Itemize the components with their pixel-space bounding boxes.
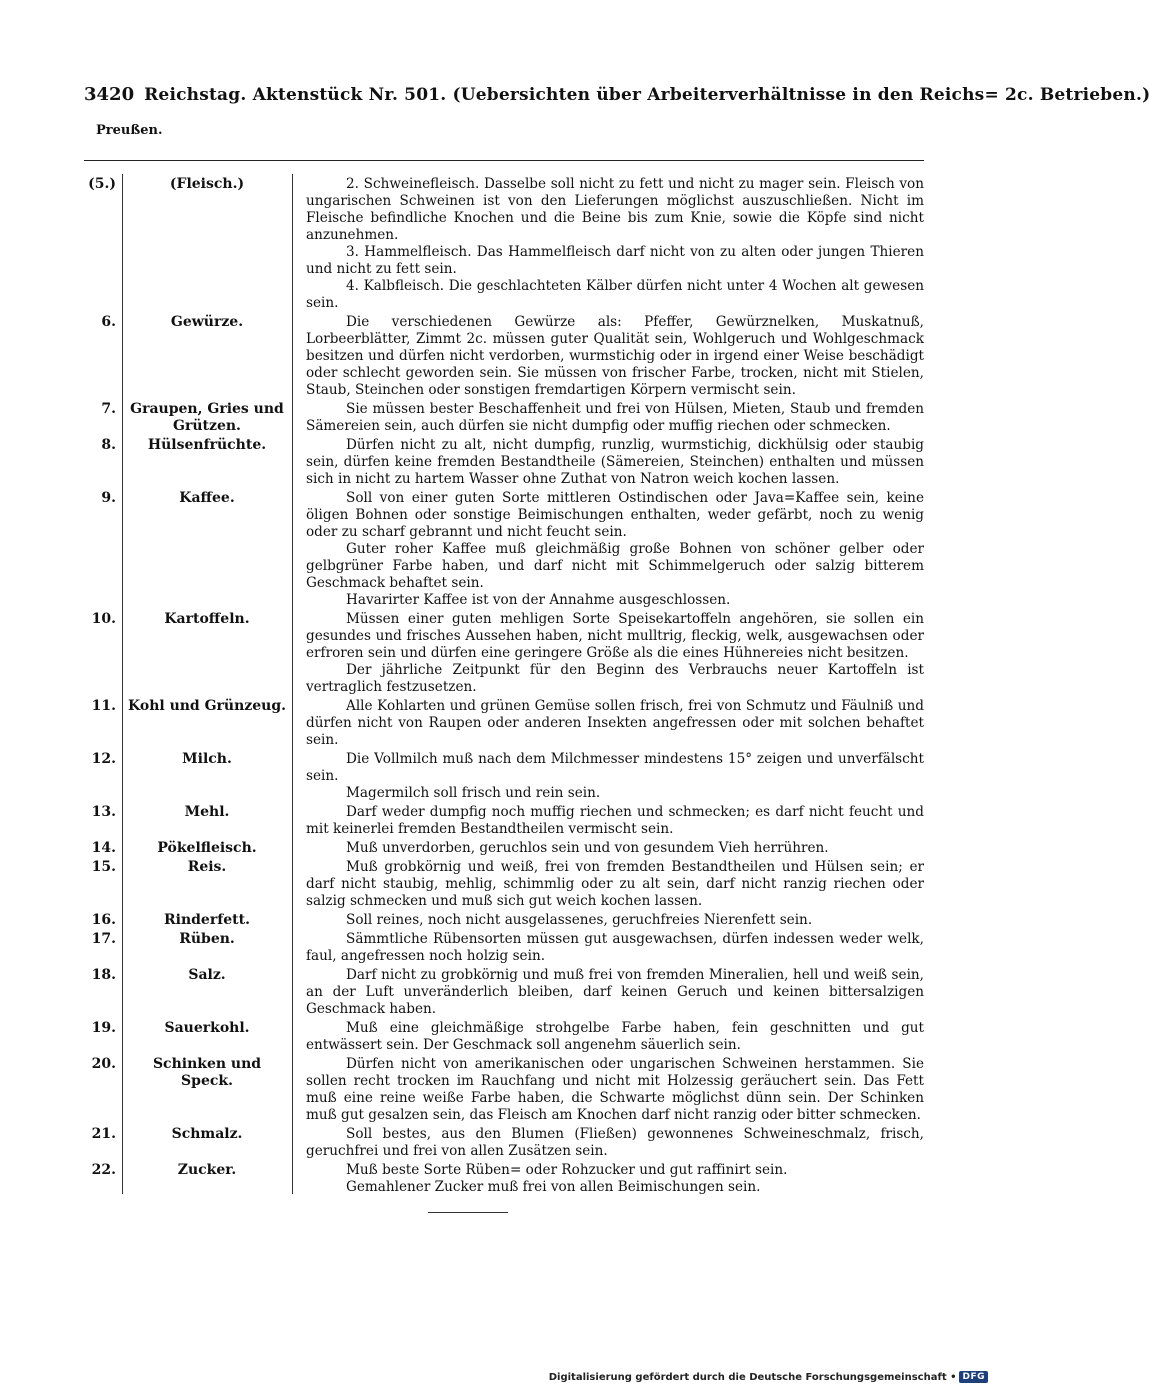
table-row <box>84 804 924 838</box>
footer-credit <box>549 1371 988 1383</box>
item-name: Gewürze. <box>170 314 244 330</box>
requirement-paragraph: Müssen einer guten mehligen Sorte Speisekartoffeln angehören, sie sollen ein gesundes und frisches Aussehen haben, nicht mulltrig, fleckig, welk, ausgewachsen oder erfroren sein und dürfen eine geringere Größe als die eines Hühnereies nicht besitzen. <box>306 611 924 661</box>
requirement-paragraph: 3. Hammelfleisch. Das Hammelfleisch darf nicht von zu alten oder jungen Thieren und nicht zu fett sein. <box>306 244 924 277</box>
item-name: Graupen, Gries und Grützen. <box>130 401 284 434</box>
requirements-table <box>84 174 924 1196</box>
item-name: Salz. <box>188 967 226 983</box>
item-name: Reis. <box>187 859 227 875</box>
item-name: Sauerkohl. <box>164 1020 250 1036</box>
item-requirements <box>292 967 924 1018</box>
item-requirements <box>292 840 924 857</box>
item-number: 9. <box>101 490 116 506</box>
table-row <box>84 912 924 929</box>
item-number: 14. <box>91 840 116 856</box>
page-number: 3420 <box>84 84 135 105</box>
requirement-paragraph: Gemahlener Zucker muß frei von allen Beimischungen sein. <box>346 1179 761 1195</box>
item-requirements <box>292 401 924 435</box>
requirement-paragraph: Muß eine gleichmäßige strohgelbe Farbe haben, fein geschnitten und gut entwässert sein. Der Geschmack soll angenehm säuerlich sein. <box>306 1020 924 1053</box>
item-number: 17. <box>91 931 116 947</box>
requirement-paragraph: Muß unverdorben, geruchlos sein und von gesundem Vieh herrühren. <box>346 840 829 856</box>
table-row <box>84 967 924 1018</box>
table-row <box>84 751 924 802</box>
table-row <box>84 1126 924 1160</box>
item-name: Schinken und Speck. <box>152 1056 262 1089</box>
item-name: Mehl. <box>184 804 230 820</box>
column-rule-number <box>122 174 123 1194</box>
table-row <box>84 931 924 965</box>
table-body <box>84 176 924 1196</box>
item-name: Schmalz. <box>171 1126 243 1142</box>
requirement-paragraph: Soll von einer guten Sorte mittleren Ostindischen oder Java=Kaffee sein, keine öligen Bohnen oder sonstige Beimischungen enthalten, weder gefärbt, noch zu wenig oder zu scharf gebrannt und nicht feucht sein. <box>306 490 924 540</box>
requirement-paragraph: Der jährliche Zeitpunkt für den Beginn des Verbrauchs neuer Kartoffeln ist vertraglich festzusetzen. <box>306 662 924 695</box>
table-row <box>84 859 924 910</box>
item-requirements <box>292 437 924 488</box>
column-rule-name <box>292 174 293 1194</box>
requirement-paragraph: Alle Kohlarten und grünen Gemüse sollen frisch, frei von Schmutz und Fäulniß und dürfen nicht von Raupen oder anderen Insekten angefressen oder mit solchen behaftet sein. <box>306 698 924 748</box>
item-number: (5.) <box>88 176 116 192</box>
item-requirements <box>292 698 924 749</box>
table-row <box>84 1056 924 1124</box>
item-number: 10. <box>91 611 116 627</box>
item-number: 7. <box>101 401 116 417</box>
requirement-paragraph: Magermilch soll frisch und rein sein. <box>346 785 601 801</box>
item-number: 15. <box>91 859 116 875</box>
item-requirements <box>292 1020 924 1054</box>
requirement-paragraph: Muß grobkörnig und weiß, frei von fremden Bestandtheilen und Hülsen sein; er darf nicht staubig, mehlig, schimmlig oder zu alt sein, darf nicht ranzig riechen oder salzig schmecken und muß sich gut weich kochen lassen. <box>306 859 924 909</box>
table-row <box>84 698 924 749</box>
requirement-paragraph: Muß beste Sorte Rüben= oder Rohzucker und gut raffinirt sein. <box>346 1162 788 1178</box>
item-number: 8. <box>101 437 116 453</box>
table-row <box>84 490 924 609</box>
item-number: 20. <box>91 1056 116 1072</box>
item-name: (Fleisch.) <box>169 176 245 192</box>
item-requirements <box>292 490 924 609</box>
item-number: 16. <box>91 912 116 928</box>
item-name: Zucker. <box>177 1162 237 1178</box>
header-rule <box>84 160 924 161</box>
requirement-paragraph: Soll reines, noch nicht ausgelassenes, geruchfreies Nierenfett sein. <box>346 912 813 928</box>
table-row <box>84 840 924 857</box>
item-requirements <box>292 912 924 929</box>
item-requirements <box>292 176 924 312</box>
table-row <box>84 314 924 399</box>
requirement-paragraph: Guter roher Kaffee muß gleichmäßig große Bohnen von schöner gelber oder gelbgrüner Farbe haben, und darf nicht mit Schimmelgeruch oder salzig bitterem Geschmack behaftet sein. <box>306 541 924 591</box>
item-number: 18. <box>91 967 116 983</box>
item-requirements <box>292 859 924 910</box>
document-title: Reichstag. Aktenstück Nr. 501. (Uebersichten über Arbeiterverhältnisse in den Reichs= 2c. Betrieben.) <box>144 85 1150 105</box>
item-name: Hülsenfrüchte. <box>147 437 267 453</box>
dfg-logo-icon: DFG <box>959 1371 988 1383</box>
table-row <box>84 1020 924 1054</box>
requirement-paragraph: Darf nicht zu grobkörnig und muß frei von fremden Mineralien, hell und weiß sein, an der Luft unveränderlich bleiben, darf keinen Geruch und keinen bittersalzigen Geschmack haben. <box>306 967 924 1017</box>
item-requirements <box>292 611 924 696</box>
item-number: 21. <box>91 1126 116 1142</box>
item-name: Kaffee. <box>179 490 235 506</box>
item-name: Pökelfleisch. <box>157 840 257 856</box>
item-name: Rüben. <box>179 931 235 947</box>
state-label: Preußen. <box>96 123 163 138</box>
item-number: 6. <box>101 314 116 330</box>
requirement-paragraph: 4. Kalbfleisch. Die geschlachteten Kälber dürfen nicht unter 4 Wochen alt gewesen sein. <box>306 278 924 311</box>
item-name: Kohl und Grünzeug. <box>128 698 286 714</box>
requirement-paragraph: Dürfen nicht von amerikanischen oder ungarischen Schweinen herstammen. Sie sollen recht trocken im Rauchfang und nicht mit Holzessig geräuchert sein. Das Fett muß eine reine weiße Farbe haben, die Schwarte möglichst dünn sein. Der Schinken muß gut gesalzen sein, das Fleisch am Knochen darf nicht ranzig oder bitter schmecken. <box>306 1056 924 1123</box>
requirement-paragraph: Havarirter Kaffee ist von der Annahme ausgeschlossen. <box>346 592 731 608</box>
item-requirements <box>292 804 924 838</box>
requirement-paragraph: Darf weder dumpfig noch muffig riechen und schmecken; es darf nicht feucht und mit keinerlei fremden Bestandtheilen vermischt sein. <box>306 804 924 837</box>
item-number: 11. <box>91 698 116 714</box>
item-requirements <box>292 314 924 399</box>
item-requirements <box>292 751 924 802</box>
item-requirements <box>292 1162 924 1196</box>
item-number: 13. <box>91 804 116 820</box>
running-header <box>84 84 1150 105</box>
table-row <box>84 437 924 488</box>
requirement-paragraph: Die verschiedenen Gewürze als: Pfeffer, Gewürznelken, Muskatnuß, Lorbeerblätter, Zimmt 2c. müssen guter Qualität sein, Wohlgeruch und Wohlgeschmack besitzen und dürfen nicht verdorben, wurmstichig oder in irgend einer Weise beschädigt oder schlecht geworden sein. Sie müssen von frischer Farbe, trocken, nicht mit Stielen, Staub, Steinchen oder sonstigen fremdartigen Körpern vermischt sein. <box>306 314 924 398</box>
requirement-paragraph: Sämmtliche Rübensorten müssen gut ausgewachsen, dürfen indessen weder welk, faul, angefressen noch holzig sein. <box>306 931 924 964</box>
footer-text: Digitalisierung gefördert durch die Deutsche Forschungsgemeinschaft • <box>548 1371 957 1383</box>
item-name: Kartoffeln. <box>164 611 250 627</box>
item-requirements <box>292 1056 924 1124</box>
requirement-paragraph: Die Vollmilch muß nach dem Milchmesser mindestens 15° zeigen und unverfälscht sein. <box>306 751 924 784</box>
requirement-paragraph: Dürfen nicht zu alt, nicht dumpfig, runzlig, wurmstichig, dickhülsig oder staubig sein, dürfen keine fremden Bestandtheile (Sämereien, Steinchen) enthalten und müssen sich in nicht zu hartem Wasser ohne Zuthat von Natron weich kochen lassen. <box>306 437 924 487</box>
item-name: Rinderfett. <box>164 912 250 928</box>
requirement-paragraph: Sie müssen bester Beschaffenheit und frei von Hülsen, Mieten, Staub und fremden Sämereien sein, auch dürfen sie nicht dumpfig oder muffig riechen oder schmecken. <box>306 401 924 434</box>
table-row <box>84 176 924 312</box>
item-number: 12. <box>91 751 116 767</box>
table-row <box>84 401 924 435</box>
item-name: Milch. <box>182 751 232 767</box>
item-number: 19. <box>91 1020 116 1036</box>
item-requirements <box>292 931 924 965</box>
table-row <box>84 611 924 696</box>
end-rule <box>428 1212 508 1213</box>
requirement-paragraph: Soll bestes, aus den Blumen (Fließen) gewonnenes Schweineschmalz, frisch, geruchfrei und frei von allen Zusätzen sein. <box>306 1126 924 1159</box>
item-number: 22. <box>91 1162 116 1178</box>
table-row <box>84 1162 924 1196</box>
requirement-paragraph: 2. Schweinefleisch. Dasselbe soll nicht zu fett und nicht zu mager sein. Fleisch von ungarischen Schweinen ist von den Lieferungen möglichst auszuschließen. Nicht im Fleische befindliche Knochen und die Beine bis zum Knie, sowie die Köpfe sind nicht anzunehmen. <box>306 176 924 243</box>
item-requirements <box>292 1126 924 1160</box>
